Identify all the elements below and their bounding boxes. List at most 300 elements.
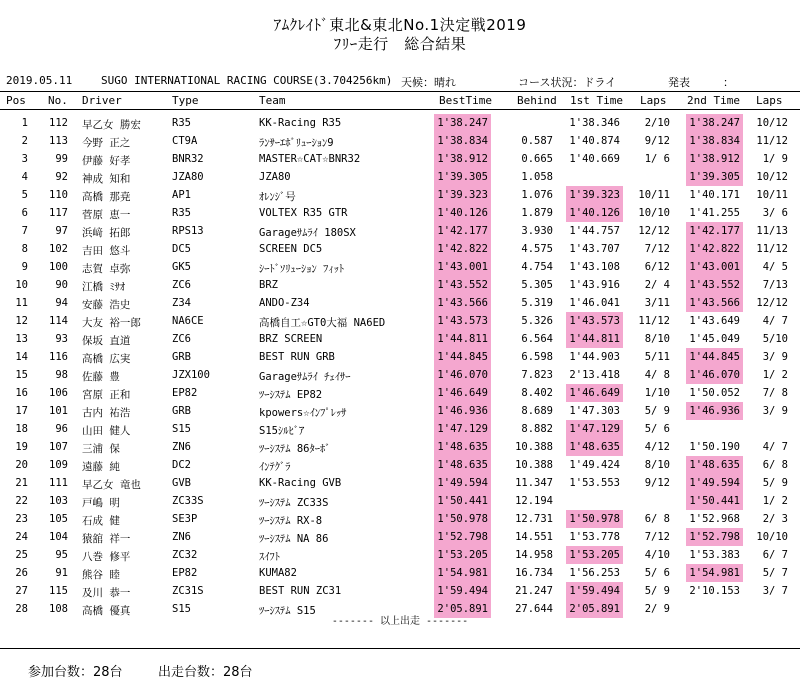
cell-first: 1'46.041 bbox=[569, 297, 620, 309]
cell-second: 1'44.845 bbox=[689, 351, 740, 363]
cell-second: 1'41.255 bbox=[689, 207, 740, 219]
cell-best: 1'48.635 bbox=[437, 441, 488, 453]
cell-type: ZC33S bbox=[172, 495, 204, 507]
cell-behind: 10.388 bbox=[515, 441, 553, 453]
cell-first: 2'05.891 bbox=[569, 603, 620, 615]
cell-pos: 4 bbox=[21, 171, 28, 183]
cell-laps1: 5/ 9 bbox=[644, 585, 670, 597]
cell-pos: 3 bbox=[21, 153, 28, 165]
cell-first: 1'46.649 bbox=[569, 387, 620, 399]
cell-behind: 6.564 bbox=[521, 333, 553, 345]
cell-driver: 猿舘 祥一 bbox=[82, 533, 131, 545]
cell-best: 1'46.070 bbox=[437, 369, 488, 381]
cell-no: 110 bbox=[49, 189, 68, 201]
cell-behind: 4.754 bbox=[521, 261, 553, 273]
cell-second: 1'52.968 bbox=[689, 513, 740, 525]
cell-laps1: 6/ 8 bbox=[644, 513, 670, 525]
cell-best: 1'46.936 bbox=[437, 405, 488, 417]
cell-type: JZA80 bbox=[172, 171, 204, 183]
col-team: Team bbox=[259, 94, 286, 107]
cell-laps1: 6/12 bbox=[644, 261, 670, 273]
cell-no: 99 bbox=[55, 153, 68, 165]
cell-pos: 26 bbox=[15, 567, 28, 579]
table-row bbox=[0, 402, 800, 420]
cell-laps1: 3/11 bbox=[644, 297, 670, 309]
cell-laps2: 3/ 9 bbox=[762, 405, 788, 417]
cell-laps1: 1/ 6 bbox=[644, 153, 670, 165]
cell-type: ZN6 bbox=[172, 441, 191, 453]
cell-best: 2'05.891 bbox=[437, 603, 488, 615]
cell-driver: 八巻 修平 bbox=[82, 551, 131, 563]
cell-second: 1'38.912 bbox=[689, 153, 740, 165]
cell-best: 1'48.635 bbox=[437, 459, 488, 471]
cell-no: 109 bbox=[49, 459, 68, 471]
cell-second: 1'46.070 bbox=[689, 369, 740, 381]
cell-second: 1'43.566 bbox=[689, 297, 740, 309]
cell-no: 104 bbox=[49, 531, 68, 543]
cell-no: 111 bbox=[49, 477, 68, 489]
session-subtitle: ﾌﾘｰ走行 総合結果 bbox=[333, 35, 467, 53]
cell-laps1: 5/11 bbox=[644, 351, 670, 363]
cell-driver: 高橋 優真 bbox=[82, 605, 131, 617]
cell-first: 1'48.635 bbox=[569, 441, 620, 453]
cell-pos: 8 bbox=[21, 243, 28, 255]
cell-first: 1'43.108 bbox=[569, 261, 620, 273]
cell-laps2: 1/ 2 bbox=[762, 495, 788, 507]
cell-behind: 14.958 bbox=[515, 549, 553, 561]
cell-laps1: 8/10 bbox=[644, 459, 670, 471]
cell-behind: 5.326 bbox=[521, 315, 553, 327]
table-row bbox=[0, 330, 800, 348]
cell-type: S15 bbox=[172, 603, 191, 615]
cell-laps2: 12/12 bbox=[756, 297, 788, 309]
cell-behind: 16.734 bbox=[515, 567, 553, 579]
table-row bbox=[0, 348, 800, 366]
cell-second: 2'10.153 bbox=[689, 585, 740, 597]
cell-behind: 1.058 bbox=[521, 171, 553, 183]
cell-team: BRZ bbox=[259, 279, 278, 291]
cell-driver: 遠藤 純 bbox=[82, 461, 120, 473]
cell-laps2: 3/ 9 bbox=[762, 351, 788, 363]
cell-driver: 戸嶋 明 bbox=[82, 497, 120, 509]
cell-team: ﾂｰｼｽﾃﾑ EP82 bbox=[259, 389, 323, 401]
cell-type: EP82 bbox=[172, 567, 198, 579]
cell-behind: 0.665 bbox=[521, 153, 553, 165]
cell-behind: 10.388 bbox=[515, 459, 553, 471]
cell-pos: 17 bbox=[15, 405, 28, 417]
cell-best: 1'52.798 bbox=[437, 531, 488, 543]
cell-type: GVB bbox=[172, 477, 191, 489]
cell-driver: 菅原 恵一 bbox=[82, 209, 131, 221]
cell-pos: 20 bbox=[15, 459, 28, 471]
cell-no: 95 bbox=[55, 549, 68, 561]
cell-best: 1'44.845 bbox=[437, 351, 488, 363]
cell-best: 1'54.981 bbox=[437, 567, 488, 579]
cell-team: ｲﾝﾃｸﾞﾗ bbox=[259, 461, 291, 473]
cell-type: ZC32 bbox=[172, 549, 198, 561]
cell-no: 105 bbox=[49, 513, 68, 525]
cell-laps1: 8/10 bbox=[644, 333, 670, 345]
cell-type: GK5 bbox=[172, 261, 191, 273]
cell-laps1: 2/ 9 bbox=[644, 603, 670, 615]
cell-laps2: 10/12 bbox=[756, 117, 788, 129]
table-row bbox=[0, 168, 800, 186]
col-laps2: Laps bbox=[756, 94, 783, 107]
col-besttime: BestTime bbox=[439, 94, 492, 107]
cell-first: 1'40.669 bbox=[569, 153, 620, 165]
cell-team: ﾗﾝｻｰｴﾎﾞﾘｭｰｼｮﾝ9 bbox=[259, 137, 334, 149]
cell-laps2: 6/ 7 bbox=[762, 549, 788, 561]
cell-laps2: 3/ 7 bbox=[762, 585, 788, 597]
cell-pos: 11 bbox=[15, 297, 28, 309]
cell-driver: 今野 正之 bbox=[82, 137, 131, 149]
cell-pos: 10 bbox=[15, 279, 28, 291]
cell-behind: 8.689 bbox=[521, 405, 553, 417]
cell-best: 1'43.001 bbox=[437, 261, 488, 273]
cell-no: 93 bbox=[55, 333, 68, 345]
cell-laps1: 7/12 bbox=[644, 531, 670, 543]
cell-first: 1'39.323 bbox=[569, 189, 620, 201]
cell-laps2: 10/10 bbox=[756, 531, 788, 543]
cell-best: 1'50.978 bbox=[437, 513, 488, 525]
cell-no: 98 bbox=[55, 369, 68, 381]
cell-first: 1'38.346 bbox=[569, 117, 620, 129]
cell-driver: 浜﨑 拓郎 bbox=[82, 227, 131, 239]
cell-pos: 28 bbox=[15, 603, 28, 615]
cell-behind: 12.194 bbox=[515, 495, 553, 507]
entries-count: 参加台数：28台 bbox=[28, 665, 123, 680]
cell-pos: 19 bbox=[15, 441, 28, 453]
cell-behind: 6.598 bbox=[521, 351, 553, 363]
cell-no: 90 bbox=[55, 279, 68, 291]
cell-first: 1'47.303 bbox=[569, 405, 620, 417]
cell-team: KK-Racing R35 bbox=[259, 117, 342, 129]
cell-driver: 大友 裕一郎 bbox=[82, 317, 141, 329]
cell-first: 1'53.205 bbox=[569, 549, 620, 561]
cell-second: 1'38.834 bbox=[689, 135, 740, 147]
cell-team: ﾂｰｼｽﾃﾑ 86ﾀｰﾎﾞ bbox=[259, 443, 331, 455]
cell-pos: 24 bbox=[15, 531, 28, 543]
table-row bbox=[0, 294, 800, 312]
cell-behind: 5.305 bbox=[521, 279, 553, 291]
cell-pos: 7 bbox=[21, 225, 28, 237]
summary-rule bbox=[0, 648, 800, 649]
cell-team: JZA80 bbox=[259, 171, 291, 183]
cell-laps1: 2/10 bbox=[644, 117, 670, 129]
cell-second: 1'42.177 bbox=[689, 225, 740, 237]
cell-second: 1'50.441 bbox=[689, 495, 740, 507]
cell-pos: 27 bbox=[15, 585, 28, 597]
col-behind: Behind bbox=[517, 94, 557, 107]
cell-behind: 1.076 bbox=[521, 189, 553, 201]
cell-best: 1'53.205 bbox=[437, 549, 488, 561]
cell-team: ﾂｰｼｽﾃﾑ S15 bbox=[259, 605, 316, 617]
cell-no: 91 bbox=[55, 567, 68, 579]
cell-behind: 14.551 bbox=[515, 531, 553, 543]
table-row bbox=[0, 240, 800, 258]
starters-count: 出走台数：28台 bbox=[158, 665, 253, 680]
cell-driver: 高橋 広実 bbox=[82, 353, 131, 365]
cell-second: 1'53.383 bbox=[689, 549, 740, 561]
cell-pos: 18 bbox=[15, 423, 28, 435]
cell-team: MASTER☆CAT☆BNR32 bbox=[259, 153, 361, 165]
cell-laps1: 7/12 bbox=[644, 243, 670, 255]
cell-best: 1'38.247 bbox=[437, 117, 488, 129]
cell-driver: 宮原 正和 bbox=[82, 389, 131, 401]
cell-second: 1'39.305 bbox=[689, 171, 740, 183]
cell-best: 1'59.494 bbox=[437, 585, 488, 597]
event-title: ｱﾑｸﾚｲﾄﾞ東北&東北No.1決定戦2019 bbox=[273, 16, 527, 34]
cell-laps2: 3/ 6 bbox=[762, 207, 788, 219]
cell-laps2: 7/13 bbox=[762, 279, 788, 291]
announce-label: 発表 ： bbox=[668, 76, 734, 89]
cell-team: 高橋自工☆GT0大福 NA6ED bbox=[259, 317, 386, 329]
cell-laps2: 10/11 bbox=[756, 189, 788, 201]
cell-behind: 27.644 bbox=[515, 603, 553, 615]
cell-laps2: 4/ 5 bbox=[762, 261, 788, 273]
cell-first: 1'53.553 bbox=[569, 477, 620, 489]
cell-driver: 古内 祐浩 bbox=[82, 407, 131, 419]
cell-pos: 23 bbox=[15, 513, 28, 525]
cell-first: 1'40.126 bbox=[569, 207, 620, 219]
cell-pos: 16 bbox=[15, 387, 28, 399]
cell-pos: 25 bbox=[15, 549, 28, 561]
header-top-rule bbox=[0, 91, 800, 92]
col-first-time: 1st Time bbox=[570, 94, 623, 107]
cell-behind: 8.402 bbox=[521, 387, 553, 399]
cell-pos: 1 bbox=[21, 117, 28, 129]
cell-first: 1'47.129 bbox=[569, 423, 620, 435]
cell-driver: 神成 知和 bbox=[82, 173, 131, 185]
cell-laps1: 10/10 bbox=[638, 207, 670, 219]
cell-behind: 7.823 bbox=[521, 369, 553, 381]
cell-no: 116 bbox=[49, 351, 68, 363]
cell-laps1: 4/10 bbox=[644, 549, 670, 561]
table-row bbox=[0, 132, 800, 150]
cell-second: 1'54.981 bbox=[689, 567, 740, 579]
cell-no: 92 bbox=[55, 171, 68, 183]
cell-second: 1'52.798 bbox=[689, 531, 740, 543]
cell-type: BNR32 bbox=[172, 153, 204, 165]
cell-behind: 11.347 bbox=[515, 477, 553, 489]
cell-laps1: 4/ 8 bbox=[644, 369, 670, 381]
cell-team: BEST RUN ZC31 bbox=[259, 585, 342, 597]
cell-best: 1'38.834 bbox=[437, 135, 488, 147]
cell-driver: 及川 恭一 bbox=[82, 587, 131, 599]
cell-pos: 13 bbox=[15, 333, 28, 345]
cell-type: NA6CE bbox=[172, 315, 204, 327]
cell-team: Garageｻﾑﾗｲ 180SX bbox=[259, 227, 356, 239]
cell-first: 1'43.916 bbox=[569, 279, 620, 291]
cell-best: 1'46.649 bbox=[437, 387, 488, 399]
cell-team: S15ｼﾙﾋﾞｱ bbox=[259, 425, 305, 437]
cell-type: Z34 bbox=[172, 297, 191, 309]
cell-best: 1'39.323 bbox=[437, 189, 488, 201]
cell-team: SCREEN DC5 bbox=[259, 243, 323, 255]
event-date: 2019.05.11 bbox=[6, 74, 73, 87]
cell-driver: 早乙女 勝宏 bbox=[82, 119, 141, 131]
cell-behind: 8.882 bbox=[521, 423, 553, 435]
cell-laps2: 7/ 8 bbox=[762, 387, 788, 399]
cell-best: 1'44.811 bbox=[437, 333, 488, 345]
cell-driver: 早乙女 竜也 bbox=[82, 479, 141, 491]
cell-laps2: 1/ 9 bbox=[762, 153, 788, 165]
cell-second: 1'46.936 bbox=[689, 405, 740, 417]
cell-second: 1'38.247 bbox=[689, 117, 740, 129]
cell-best: 1'50.441 bbox=[437, 495, 488, 507]
cell-laps2: 2/ 3 bbox=[762, 513, 788, 525]
cell-no: 106 bbox=[49, 387, 68, 399]
cell-second: 1'43.001 bbox=[689, 261, 740, 273]
cell-no: 114 bbox=[49, 315, 68, 327]
cell-first: 1'50.978 bbox=[569, 513, 620, 525]
cell-no: 97 bbox=[55, 225, 68, 237]
end-marker: ------- 以上出走 ------- bbox=[331, 616, 469, 627]
table-row bbox=[0, 186, 800, 204]
cell-laps2: 4/ 7 bbox=[762, 441, 788, 453]
cell-laps1: 10/11 bbox=[638, 189, 670, 201]
cell-driver: 三浦 保 bbox=[82, 443, 120, 455]
col-laps1: Laps bbox=[640, 94, 667, 107]
cell-no: 101 bbox=[49, 405, 68, 417]
cell-team: ｼｰﾄﾞｿﾘｭｰｼｮﾝ ﾌｨｯﾄ bbox=[259, 263, 345, 275]
table-row bbox=[0, 114, 800, 132]
cell-no: 115 bbox=[49, 585, 68, 597]
cell-team: kpowers☆ｲﾝﾌﾟﾚｯｻ bbox=[259, 407, 347, 419]
cell-first: 1'44.903 bbox=[569, 351, 620, 363]
cell-behind: 1.879 bbox=[521, 207, 553, 219]
table-row bbox=[0, 456, 800, 474]
cell-laps1: 9/12 bbox=[644, 135, 670, 147]
cell-no: 113 bbox=[49, 135, 68, 147]
table-row bbox=[0, 222, 800, 240]
cell-no: 117 bbox=[49, 207, 68, 219]
cell-driver: 石成 健 bbox=[82, 515, 120, 527]
cell-best: 1'38.912 bbox=[437, 153, 488, 165]
cell-pos: 6 bbox=[21, 207, 28, 219]
table-row bbox=[0, 546, 800, 564]
cell-team: ﾂｰｼｽﾃﾑ RX-8 bbox=[259, 515, 323, 527]
cell-type: ZN6 bbox=[172, 531, 191, 543]
cell-behind: 0.587 bbox=[521, 135, 553, 147]
cell-best: 1'43.573 bbox=[437, 315, 488, 327]
cell-driver: 佐藤 豊 bbox=[82, 371, 120, 383]
cell-first: 1'44.757 bbox=[569, 225, 620, 237]
cell-laps2: 6/ 8 bbox=[762, 459, 788, 471]
cell-team: ｽｲﾌﾄ bbox=[259, 551, 280, 563]
cell-type: R35 bbox=[172, 117, 191, 129]
table-row bbox=[0, 204, 800, 222]
cell-no: 96 bbox=[55, 423, 68, 435]
table-row bbox=[0, 366, 800, 384]
cell-laps1: 1/10 bbox=[644, 387, 670, 399]
cell-team: BRZ SCREEN bbox=[259, 333, 323, 345]
cell-type: SE3P bbox=[172, 513, 198, 525]
cell-best: 1'49.594 bbox=[437, 477, 488, 489]
cell-type: CT9A bbox=[172, 135, 198, 147]
cell-no: 112 bbox=[49, 117, 68, 129]
course-name: SUGO INTERNATIONAL RACING COURSE(3.704256km) bbox=[101, 74, 393, 87]
cell-laps1: 5/ 6 bbox=[644, 567, 670, 579]
header-bottom-rule bbox=[0, 109, 800, 110]
cell-best: 1'42.822 bbox=[437, 243, 488, 255]
cell-second: 1'40.171 bbox=[689, 189, 740, 201]
cell-team: KK-Racing GVB bbox=[259, 477, 342, 489]
cell-type: ZC6 bbox=[172, 279, 191, 291]
cell-behind: 3.930 bbox=[521, 225, 553, 237]
cell-type: DC2 bbox=[172, 459, 191, 471]
cell-type: JZX100 bbox=[172, 369, 210, 381]
col-no: No. bbox=[48, 94, 68, 107]
cell-driver: 志賀 卓弥 bbox=[82, 263, 131, 275]
cell-driver: 吉田 悠斗 bbox=[82, 245, 131, 257]
cell-type: GRB bbox=[172, 351, 191, 363]
table-row bbox=[0, 564, 800, 582]
cell-first: 1'40.874 bbox=[569, 135, 620, 147]
track-condition: コース状況：ドライ bbox=[518, 76, 617, 89]
cell-driver: 江橋 ﾐｻｵ bbox=[82, 281, 126, 293]
cell-no: 103 bbox=[49, 495, 68, 507]
table-row bbox=[0, 438, 800, 456]
cell-first: 1'53.778 bbox=[569, 531, 620, 543]
cell-team: ﾂｰｼｽﾃﾑ NA 86 bbox=[259, 533, 329, 545]
cell-pos: 12 bbox=[15, 315, 28, 327]
cell-type: S15 bbox=[172, 423, 191, 435]
table-row bbox=[0, 528, 800, 546]
cell-best: 1'43.552 bbox=[437, 279, 488, 291]
cell-pos: 22 bbox=[15, 495, 28, 507]
cell-pos: 5 bbox=[21, 189, 28, 201]
cell-team: KUMA82 bbox=[259, 567, 297, 579]
cell-behind: 21.247 bbox=[515, 585, 553, 597]
table-row bbox=[0, 474, 800, 492]
cell-best: 1'39.305 bbox=[437, 171, 488, 183]
cell-best: 1'47.129 bbox=[437, 423, 488, 435]
cell-no: 102 bbox=[49, 243, 68, 255]
cell-best: 1'42.177 bbox=[437, 225, 488, 237]
table-row bbox=[0, 150, 800, 168]
cell-driver: 山田 健人 bbox=[82, 425, 131, 437]
cell-laps2: 11/12 bbox=[756, 135, 788, 147]
cell-laps1: 2/ 4 bbox=[644, 279, 670, 291]
cell-laps1: 12/12 bbox=[638, 225, 670, 237]
cell-laps1: 11/12 bbox=[638, 315, 670, 327]
cell-laps1: 9/12 bbox=[644, 477, 670, 489]
cell-type: ZC31S bbox=[172, 585, 204, 597]
cell-second: 1'50.190 bbox=[689, 441, 740, 453]
cell-second: 1'42.822 bbox=[689, 243, 740, 255]
cell-type: R35 bbox=[172, 207, 191, 219]
table-row bbox=[0, 510, 800, 528]
cell-laps1: 5/ 9 bbox=[644, 405, 670, 417]
cell-type: EP82 bbox=[172, 387, 198, 399]
cell-second: 1'48.635 bbox=[689, 459, 740, 471]
cell-driver: 保坂 直道 bbox=[82, 335, 131, 347]
cell-first: 1'56.253 bbox=[569, 567, 620, 579]
cell-laps2: 5/ 7 bbox=[762, 567, 788, 579]
cell-driver: 安藤 浩史 bbox=[82, 299, 131, 311]
cell-pos: 2 bbox=[21, 135, 28, 147]
cell-pos: 21 bbox=[15, 477, 28, 489]
cell-first: 1'43.707 bbox=[569, 243, 620, 255]
cell-best: 1'43.566 bbox=[437, 297, 488, 309]
cell-team: BEST RUN GRB bbox=[259, 351, 335, 363]
weather: 天候：晴れ bbox=[401, 76, 456, 89]
table-row bbox=[0, 312, 800, 330]
cell-pos: 14 bbox=[15, 351, 28, 363]
table-row bbox=[0, 276, 800, 294]
cell-team: ﾂｰｼｽﾃﾑ ZC33S bbox=[259, 497, 329, 509]
